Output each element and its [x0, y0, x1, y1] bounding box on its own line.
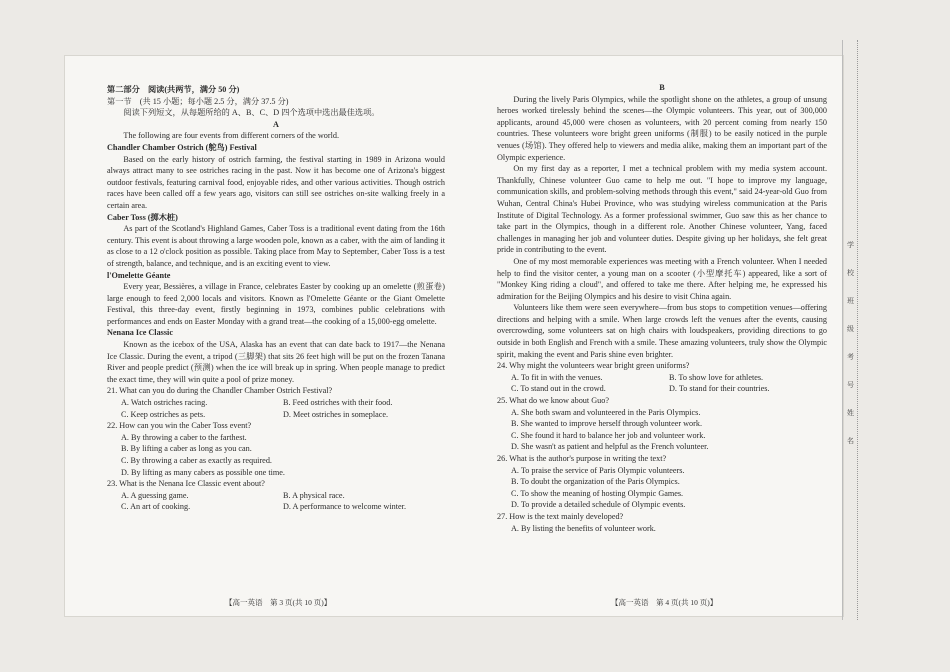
option: A. By throwing a caber to the farthest. [121, 432, 247, 442]
option: D. To provide a detailed schedule of Olympic events. [511, 500, 686, 510]
event-3-text: Every year, Bessières, a village in France, celebrates Easter by cooking up an omelette (煎蛋卷) large enough to feed 2,000 locals and visitors. Known as l'Omelette Géante or the Giant Omelette Festival, this three-day event, firstly beginning in 1973, combines public celebrations with performances and ends on Easter Monday with a grand treat—the cooking of a 15,000-egg omelette. [107, 282, 445, 326]
option: B. To doubt the organization of the Paris Olympics. [511, 477, 680, 487]
margin-label: 校 [847, 269, 854, 277]
passage-label-b: B [659, 83, 665, 92]
subsection-heading: 第一节 (共 15 小题；每小题 2.5 分，满分 37.5 分) [107, 96, 289, 106]
event-2-text: As part of the Scotland's Highland Games, Caber Toss is a traditional event dating from the 16th century. This event is about throwing a large wooden pole, known as a caber, with the aim of landing it as close to a 12 o'clock position as possible. Taking place from May to September, Caber Toss is a test of strength, balance, and technique, and is an exciting event to view. [107, 224, 445, 268]
page-4-column [497, 82, 827, 534]
instructions: 阅读下列短文，从每题所给的 A、B、C、D 四个选项中选出最佳选项。 [123, 108, 380, 118]
option: B. By lifting a caber as long as you can. [121, 444, 252, 454]
page-3-column [107, 84, 445, 513]
option: D. A performance to welcome winter. [283, 502, 406, 512]
question-25: 25. What do we know about Guo? [497, 396, 609, 406]
option: A. A guessing game. [121, 490, 189, 500]
margin-label: 考 [847, 353, 854, 361]
question-26: 26. What is the author's purpose in writing the text? [497, 454, 667, 463]
passage-b-paragraph-4: Volunteers like them were seen everywhere—from bus stops to competition venues—offering directions and helping with a smile. When large crowds left the venues after the events, causing overcrowding, some volunteers sat on high chairs with loudspeakers, providing directions to go outside in both English and French with a smile. These amazing volunteers, truly show the Olympic spirit, making the event and Paris shine even brighter. [497, 303, 827, 359]
margin-label: 姓 [847, 409, 854, 417]
question-27: 27. How is the text mainly developed? [497, 511, 624, 521]
event-4-text: Known as the icebox of the USA, Alaska has an event that can date back to 1917—the Nenana Ice Classic. During the event, a tripod (三脚架) that sits 26 feet high will be put on the frozen Tanana River and people predict (预测) when the ice will break up in spring. When people manage to predict the exact time, they will win quite a pool of prize money. [107, 340, 445, 384]
cut-line [857, 40, 859, 620]
passage-intro: The following are four events from different corners of the world. [123, 131, 339, 141]
question-22: 22. How can you win the Caber Toss event? [107, 421, 252, 431]
option: A. To fit in with the venues. [511, 372, 603, 382]
option: B. A physical race. [283, 490, 345, 500]
passage-b-paragraph-1: During the lively Paris Olympics, while the spotlight shone on the athletes, a group of unsung heroes worked tirelessly behind the scenes—the Olympic volunteers. This year, out of 300,000 applicants, around 45,000 were chosen as volunteers, with 20 percent coming from nearly 150 countries. These volunteers wore bright green uniforms (制服) to be easily noticed in the purple venues (场馆). They offered help to viewers and media alike, making them an important part of the Olympic experience. [497, 94, 827, 162]
question-23: 23. What is the Nenana Ice Classic event about? [107, 479, 265, 489]
question-21-options [107, 397, 445, 420]
option: A. She both swam and volunteered in the Paris Olympics. [511, 407, 701, 417]
option: C. Keep ostriches as pets. [121, 409, 206, 419]
option: B. Feed ostriches with their food. [283, 398, 393, 408]
question-24: 24. Why might the volunteers wear bright green uniforms? [497, 361, 690, 371]
question-24-options [497, 372, 827, 395]
option: C. By throwing a caber as exactly as required. [121, 456, 272, 465]
margin-label: 号 [847, 381, 854, 389]
option: D. To stand for their countries. [669, 384, 770, 394]
option: D. Meet ostriches in someplace. [283, 409, 389, 419]
option: A. By listing the benefits of volunteer work. [511, 523, 656, 533]
passage-b-paragraph-3: One of my most memorable experiences was meeting with a French volunteer. When I needed help to find the visitor center, a young man on a scooter (小型摩托车) appeared, like a sort of "Monkey King riding a cloud", and offered to take me there. After helping me, he expressed his admiration for the Beijing Olympics and his desire to visit China again. [497, 256, 827, 301]
passage-label-a: A [273, 119, 279, 129]
option: C. To stand out in the crowd. [511, 384, 606, 394]
margin-label: 名 [847, 437, 854, 445]
option: C. To show the meaning of hosting Olympic Games. [511, 488, 684, 498]
margin-label: 学 [847, 241, 854, 249]
option: D. She wasn't as patient and helpful as the French volunteer. [511, 442, 709, 452]
page-3-footer: 【高一英语 第 3 页(共 10 页)】 [225, 598, 332, 607]
question-23-options [107, 490, 445, 513]
option: C. An art of cooking. [121, 502, 191, 512]
event-2-title: Caber Toss (掷木桩) [107, 212, 178, 222]
margin-label: 班 [847, 297, 854, 305]
passage-b-paragraph-2: On my first day as a reporter, I met a technical problem with my media system account. Thankfully, Chinese volunteer Guo came to help me out. "I hope to improve my language, communication skills, and problem-solving methods through this event," said 24-year-old Guo from Wuhan, Central China's Hubei Province, who was studying wireless communication at the Paris Institute of Digital Technology. As a former professional swimmer, Guo saw this as her chance to take part in the Olympics, though in a different role. Another Chinese volunteer, Yang, faced challenges in managing her job and volunteer duties. Despite giving up her holidays, she felt great pride in contributing to the event. [497, 164, 827, 255]
option: C. She found it hard to balance her job and volunteer work. [511, 430, 706, 440]
option: B. To show love for athletes. [669, 372, 764, 382]
section-heading: 第二部分 阅读(共两节，满分 50 分) [107, 85, 240, 94]
event-1-title: Chandler Chamber Ostrich (鸵鸟) Festival [107, 142, 257, 152]
exam-sheet [64, 55, 844, 617]
option: D. By lifting as many cabers as possible one time. [121, 467, 285, 477]
event-4-title: Nenana Ice Classic [107, 328, 173, 338]
margin-label: 级 [847, 325, 854, 333]
option: A. Watch ostriches racing. [121, 398, 208, 408]
page-4-footer: 【高一英语 第 4 页(共 10 页)】 [611, 598, 718, 607]
question-21: 21. What can you do during the Chandler Chamber Ostrich Festival? [107, 386, 333, 396]
event-3-title: l'Omelette Géante [107, 270, 171, 280]
event-1-text: Based on the early history of ostrich farming, the festival starting in 1989 in Arizona would always attract many to see ostriches racing in the past. Now it has become one of Arizona's biggest outdoor festivals, featuring carnival food, enjoyable rides, and other various activities. Though ostrich races have been called off a few years ago, visitors can still see ostriches on-site walking freely in a certain area. [107, 154, 445, 210]
option: A. To praise the service of Paris Olympic volunteers. [511, 465, 685, 475]
option: B. She wanted to improve herself through volunteer work. [511, 419, 702, 429]
